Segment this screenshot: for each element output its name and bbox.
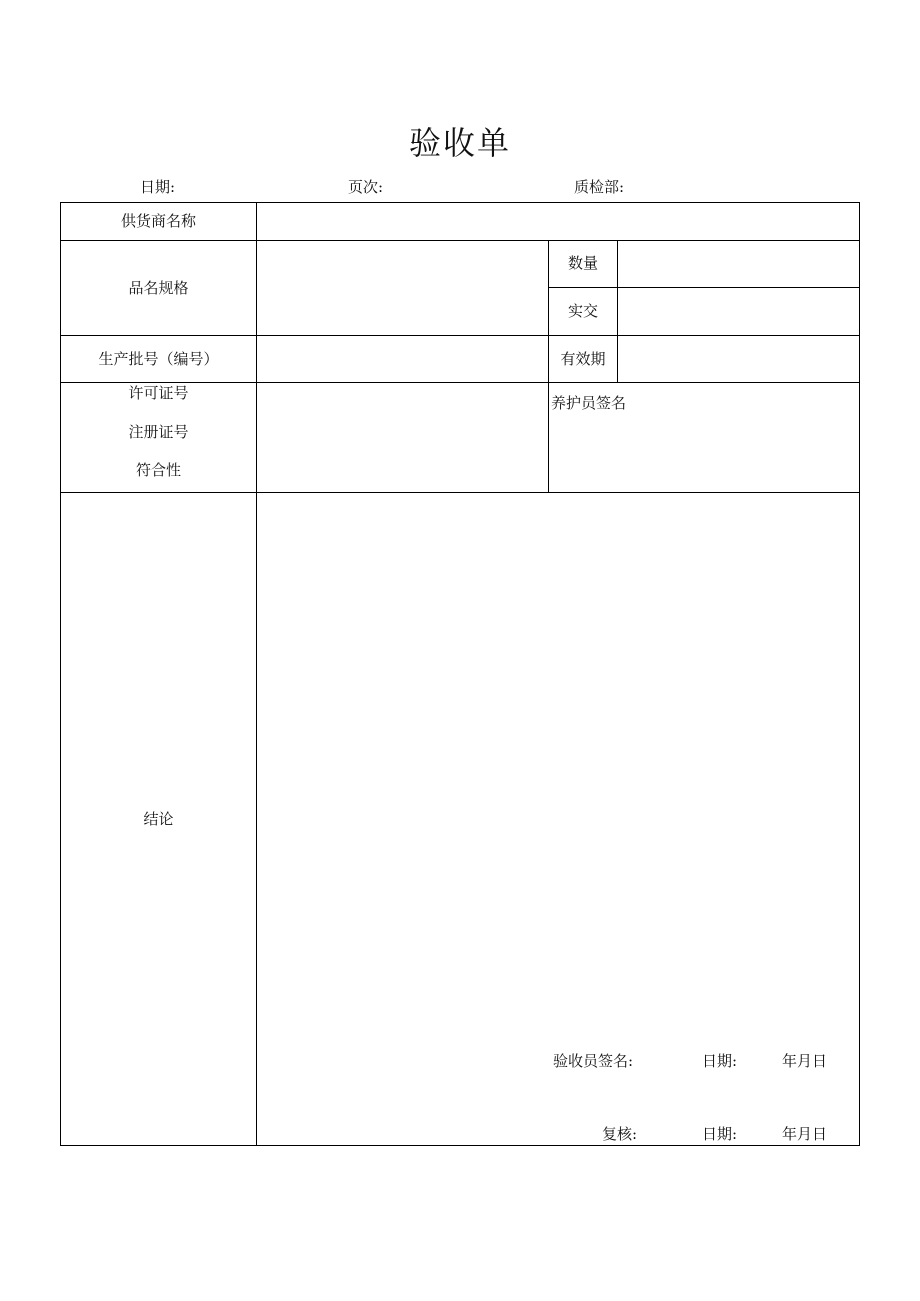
table-line <box>60 202 860 203</box>
license-number-label: 许可证号 <box>128 384 189 402</box>
table-line <box>60 382 860 383</box>
quantity-label: 数量 <box>567 254 598 272</box>
meta-qc-label: 质检部: <box>574 178 625 196</box>
table-line <box>60 202 61 1146</box>
maintainer-signature-label: 养护员签名 <box>551 394 627 412</box>
table-line <box>60 335 860 336</box>
product-spec-label: 品名规格 <box>128 279 189 297</box>
page-title: 验收单 <box>408 124 511 162</box>
table-line <box>60 492 860 493</box>
meta-date-label: 日期: <box>140 178 176 196</box>
review-ymd: 年月日 <box>782 1125 828 1143</box>
received-label: 实交 <box>567 302 598 320</box>
table-line <box>617 240 618 383</box>
table-line <box>60 1145 860 1146</box>
review-date-label: 日期: <box>702 1125 738 1143</box>
inspector-ymd: 年月日 <box>782 1052 828 1070</box>
expiry-label: 有效期 <box>560 350 606 368</box>
meta-page-label: 页次: <box>348 178 384 196</box>
conclusion-label: 结论 <box>143 810 174 828</box>
inspector-signature-label: 验收员签名: <box>553 1052 634 1070</box>
table-line <box>548 287 860 288</box>
registration-number-label: 注册证号 <box>128 423 189 441</box>
table-line <box>60 240 860 241</box>
inspector-date-label: 日期: <box>702 1052 738 1070</box>
conformity-label: 符合性 <box>135 461 181 479</box>
table-line <box>256 202 257 1146</box>
review-label: 复核: <box>602 1125 638 1143</box>
batch-number-label: 生产批号（编号） <box>98 350 219 368</box>
table-line <box>859 202 860 1146</box>
supplier-name-label: 供货商名称 <box>120 212 196 230</box>
